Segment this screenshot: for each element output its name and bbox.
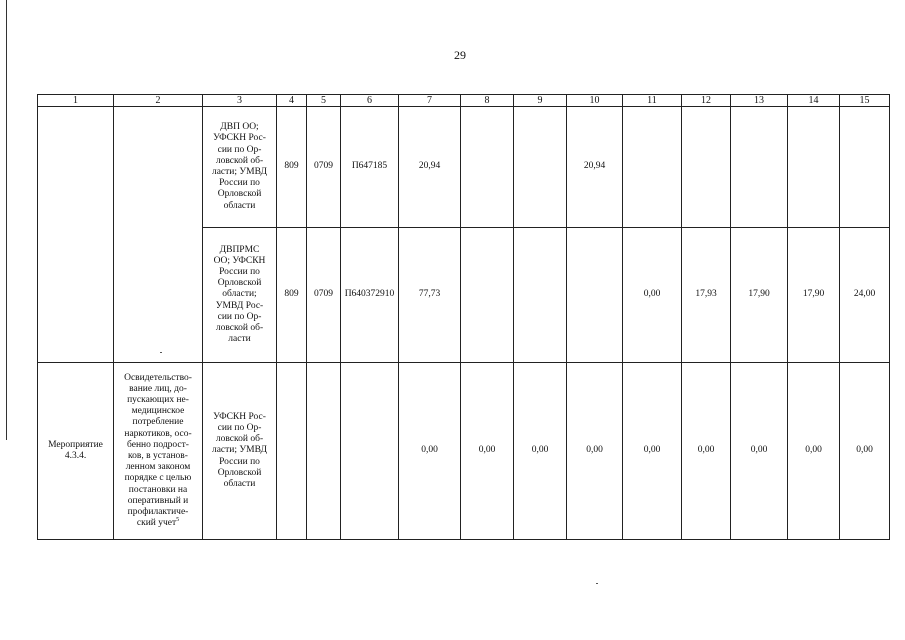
executor-cell bbox=[203, 228, 277, 363]
name-line: бенно подрост- bbox=[127, 439, 189, 450]
header-cell: 12 bbox=[682, 95, 731, 107]
executor-line: УМВД Рос- bbox=[215, 300, 264, 311]
executor-line: России по bbox=[219, 266, 260, 277]
footnote-mark: 5 bbox=[176, 517, 180, 524]
executor-line: ласти bbox=[228, 334, 251, 345]
value-cell: 0,00 bbox=[567, 363, 623, 540]
executor-line: Орловской bbox=[217, 278, 262, 289]
name-line: ский учет bbox=[136, 518, 177, 529]
value-cell bbox=[514, 107, 567, 228]
executor-line: России по bbox=[219, 178, 260, 189]
header-cell: 7 bbox=[399, 95, 461, 107]
executor-line: УФСКН Рос- bbox=[213, 133, 266, 144]
executor-line: ДВП ОО; bbox=[220, 122, 259, 133]
executor-line: ловской об- bbox=[215, 155, 264, 166]
executor-line: сии по Ор- bbox=[217, 311, 262, 322]
name-line: оперативный и bbox=[127, 495, 189, 506]
name-line: вание лиц, до- bbox=[129, 383, 187, 394]
header-row bbox=[38, 95, 890, 107]
value-cell: 17,93 bbox=[682, 228, 731, 363]
name-line: медицинское bbox=[131, 406, 185, 417]
value-cell: 0,00 bbox=[623, 363, 682, 540]
value-cell bbox=[840, 107, 890, 228]
value-cell bbox=[731, 107, 788, 228]
executor-line: ОО; УФСКН bbox=[213, 255, 266, 266]
measure-name-cell bbox=[114, 363, 203, 540]
grbs-cell: 809 bbox=[277, 228, 307, 363]
header-cell: 11 bbox=[623, 95, 682, 107]
value-cell: 0,00 bbox=[731, 363, 788, 540]
value-cell bbox=[461, 228, 514, 363]
executor-line: Орловской bbox=[217, 467, 262, 478]
value-cell: 77,73 bbox=[399, 228, 461, 363]
executor-cell bbox=[203, 107, 277, 228]
value-cell bbox=[514, 228, 567, 363]
header-cell: 4 bbox=[277, 95, 307, 107]
header-cell: 3 bbox=[203, 95, 277, 107]
value-cell bbox=[788, 107, 840, 228]
name-line: потребление bbox=[132, 417, 184, 428]
executor-line: Орловской bbox=[217, 189, 262, 200]
executor-line: области bbox=[223, 479, 256, 489]
scan-speck bbox=[160, 352, 162, 353]
executor-line: сии по Ор- bbox=[217, 144, 262, 155]
executor-line: ДВПРМС bbox=[219, 244, 260, 255]
header-cell: 8 bbox=[461, 95, 514, 107]
executor-line: области bbox=[223, 200, 256, 211]
name-line: Освидетельство- bbox=[124, 372, 192, 383]
name-line: порядке с целью bbox=[124, 473, 192, 484]
budget-table bbox=[37, 94, 890, 540]
value-cell: 0,00 bbox=[682, 363, 731, 540]
value-cell bbox=[623, 107, 682, 228]
measure-cell bbox=[38, 363, 114, 540]
measure-line: Мероприятие bbox=[48, 439, 103, 450]
name-line: профилактиче- bbox=[127, 507, 189, 518]
value-cell: 0,00 bbox=[788, 363, 840, 540]
value-cell: 24,00 bbox=[840, 228, 890, 363]
name-cell-empty bbox=[114, 107, 203, 363]
value-cell bbox=[682, 107, 731, 228]
name-line: ков, в установ- bbox=[128, 451, 188, 461]
header-cell: 5 bbox=[307, 95, 341, 107]
executor-line: ловской об- bbox=[215, 434, 264, 445]
value-cell: 0,00 bbox=[840, 363, 890, 540]
value-cell: 0,00 bbox=[461, 363, 514, 540]
header-cell: 2 bbox=[114, 95, 203, 107]
executor-line: области; bbox=[222, 289, 257, 300]
name-line: ленном законом bbox=[125, 462, 191, 473]
table-row bbox=[38, 107, 890, 228]
value-cell: 17,90 bbox=[731, 228, 788, 363]
rzpr-cell bbox=[307, 363, 341, 540]
executor-line: сии по Ор- bbox=[217, 422, 262, 433]
executor-line: ласти; УМВД bbox=[211, 445, 268, 456]
value-cell: 0,00 bbox=[623, 228, 682, 363]
value-cell bbox=[567, 228, 623, 363]
executor-cell bbox=[203, 363, 277, 540]
measure-cell-empty bbox=[38, 107, 114, 363]
header-cell: 10 bbox=[567, 95, 623, 107]
name-line: постановки на bbox=[128, 484, 188, 495]
header-cell: 13 bbox=[731, 95, 788, 107]
grbs-cell: 809 bbox=[277, 107, 307, 228]
executor-line: России по bbox=[219, 456, 260, 467]
scan-binding-line bbox=[6, 0, 7, 440]
header-cell: 14 bbox=[788, 95, 840, 107]
header-cell: 1 bbox=[38, 95, 114, 107]
name-line: наркотиков, осо- bbox=[124, 428, 192, 439]
rzpr-cell: 0709 bbox=[307, 228, 341, 363]
grbs-cell bbox=[277, 363, 307, 540]
csr-cell: П647185 bbox=[341, 107, 399, 228]
executor-line: ловской об- bbox=[215, 323, 264, 333]
csr-cell bbox=[341, 363, 399, 540]
measure-line: 4.3.4. bbox=[64, 451, 87, 461]
executor-line: ласти; УМВД bbox=[211, 167, 268, 177]
value-cell: 0,00 bbox=[399, 363, 461, 540]
header-cell: 6 bbox=[341, 95, 399, 107]
rzpr-cell: 0709 bbox=[307, 107, 341, 228]
value-cell: 20,94 bbox=[399, 107, 461, 228]
name-line: пускающих не- bbox=[127, 394, 189, 405]
value-cell: 0,00 bbox=[514, 363, 567, 540]
csr-cell: П640372910 bbox=[341, 228, 399, 363]
value-cell: 20,94 bbox=[567, 107, 623, 228]
value-cell bbox=[461, 107, 514, 228]
header-cell: 15 bbox=[840, 95, 890, 107]
value-cell: 17,90 bbox=[788, 228, 840, 363]
page-number: 29 bbox=[454, 48, 466, 62]
header-cell: 9 bbox=[514, 95, 567, 107]
scan-speck bbox=[596, 583, 598, 584]
executor-line: УФСКН Рос- bbox=[213, 411, 266, 422]
table-row bbox=[38, 363, 890, 540]
